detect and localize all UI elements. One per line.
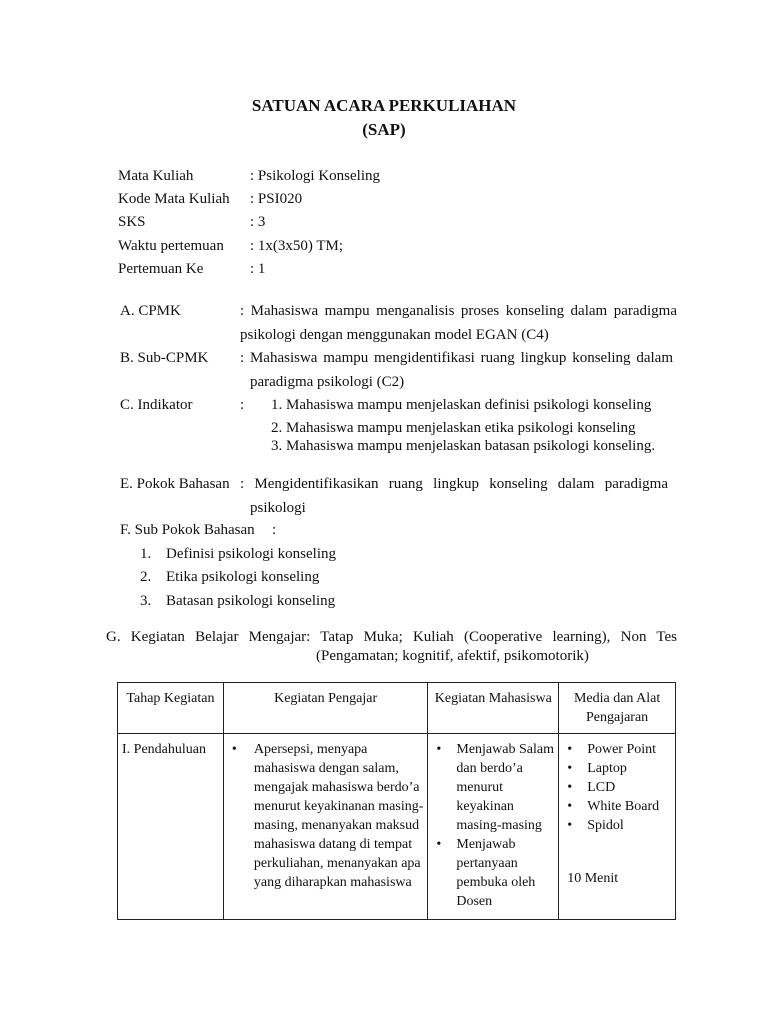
meta-value: : 1x(3x50) TM; xyxy=(250,238,344,254)
list-item xyxy=(0,569,768,589)
list-item: • Menjawab pertanyaan pembuka oleh Dosen xyxy=(432,835,554,911)
list-item xyxy=(0,593,768,613)
meta-value: : 1 xyxy=(250,261,266,277)
tahap-text: I. Pendahuluan xyxy=(122,742,206,757)
list-item: • Power Point xyxy=(563,740,671,759)
meta-label: Waktu pertemuan xyxy=(118,238,224,254)
kegiatan-line: G. Kegiatan Belajar Mengajar: Tatap Muka; Kuliah (Cooperative learning), Non Tes xyxy=(106,629,677,645)
indikator-item: 1. Mahasiswa mampu menjelaskan definisi psikologi konseling xyxy=(271,397,652,413)
list-text: Etika psikologi konseling xyxy=(166,569,320,585)
list-text: Batasan psikologi konseling xyxy=(166,593,336,609)
list-item: • Menjawab Salam dan berdo’a menurut keyakinan masing-masing xyxy=(432,740,554,835)
table-cell-tahap xyxy=(118,734,224,920)
list-number: 1. xyxy=(140,546,152,562)
mahasiswa-list xyxy=(432,740,554,911)
list-item xyxy=(0,546,768,566)
pengajar-list xyxy=(228,740,424,892)
table-cell-media xyxy=(559,734,676,920)
section-subcpmk xyxy=(0,350,768,398)
meta-value: : PSI020 xyxy=(250,191,303,207)
section-label: C. Indikator xyxy=(120,397,193,413)
section-text-line: psikologi dengan menggunakan model EGAN (C4) xyxy=(240,327,549,343)
list-text: Definisi psikologi konseling xyxy=(166,546,336,562)
section-label: F. Sub Pokok Bahasan xyxy=(120,522,255,538)
meta-label: SKS xyxy=(118,214,146,230)
activity-table xyxy=(117,682,676,920)
duration-text: 10 Menit xyxy=(567,871,619,886)
list-item: • Laptop xyxy=(563,759,671,778)
table-header-cell: Media dan Alat Pengajaran xyxy=(559,683,676,734)
list-item: • LCD xyxy=(563,778,671,797)
meta-label: Kode Mata Kuliah xyxy=(118,191,230,207)
section-colon: : xyxy=(240,397,245,413)
section-text-line: psikologi xyxy=(250,500,306,516)
list-item: • Apersepsi, menyapa mahasiswa dengan salam, mengajak mahasiswa berdo’a menurut keyakinanan masing-masing, menanyakan maksud mahasiswa datang di tempat perkuliahan, menanyakan apa yang diharapkan mahasiswa xyxy=(228,740,424,892)
list-number: 3. xyxy=(140,593,152,609)
list-item: • Spidol xyxy=(563,816,671,835)
table-cell-mahasiswa xyxy=(428,734,559,920)
meta-value: : Psikologi Konseling xyxy=(250,168,381,184)
indikator-item: 2. Mahasiswa mampu menjelaskan etika psikologi konseling xyxy=(271,420,636,436)
document-subtitle: (SAP) xyxy=(362,120,406,139)
indikator-item: 3. Mahasiswa mampu menjelaskan batasan psikologi konseling. xyxy=(271,438,656,454)
list-item: • White Board xyxy=(563,797,671,816)
section-colon: : xyxy=(272,522,277,538)
section-text-line: : Mengidentifikasikan ruang lingkup konseling dalam paradigma xyxy=(240,476,668,492)
section-text-line: : Mahasiswa mampu menganalisis proses konseling dalam paradigma xyxy=(240,303,677,319)
table-header-cell: Kegiatan Pengajar xyxy=(223,683,428,734)
section-cpmk xyxy=(0,303,768,351)
section-sub-pokok-bahasan xyxy=(0,522,768,542)
section-text-line: paradigma psikologi (C2) xyxy=(250,374,405,390)
kegiatan-line: (Pengamatan; kognitif, afektif, psikomotorik) xyxy=(316,648,589,664)
table-header-cell: Tahap Kegiatan xyxy=(118,683,224,734)
section-label: E. Pokok Bahasan xyxy=(120,476,230,492)
table-cell-pengajar xyxy=(223,734,428,920)
meta-label: Mata Kuliah xyxy=(118,168,194,184)
section-pokok-bahasan xyxy=(0,476,768,524)
section-indikator xyxy=(0,397,768,461)
section-text-line: : Mahasiswa mampu mengidentifikasi ruang lingkup konseling dalam xyxy=(240,350,673,366)
table-header-row xyxy=(118,683,676,734)
meta-value: : 3 xyxy=(250,214,266,230)
section-label: A. CPMK xyxy=(120,303,181,319)
section-label: B. Sub-CPMK xyxy=(120,350,209,366)
list-number: 2. xyxy=(140,569,152,585)
table-row xyxy=(118,734,676,920)
table-header-cell: Kegiatan Mahasiswa xyxy=(428,683,559,734)
media-list xyxy=(563,740,671,835)
document-title: SATUAN ACARA PERKULIAHAN xyxy=(251,96,517,115)
meta-label: Pertemuan Ke xyxy=(118,261,204,277)
